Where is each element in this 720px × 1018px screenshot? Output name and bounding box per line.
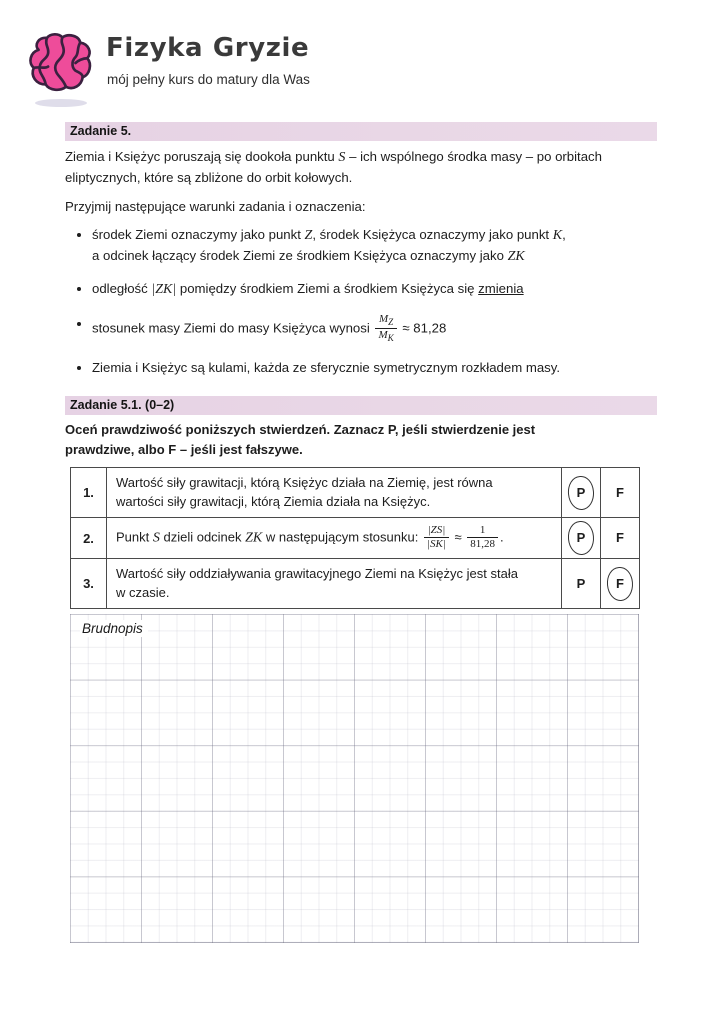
subtask-instruction (65, 420, 665, 460)
row-number: 2. (71, 518, 107, 559)
row-number: 1. (71, 468, 107, 518)
row-statement: Punkt S dzieli odcinek ZK w następującym stosunku: $\frac{|ZS|}{|SK|}$ ≈ $\frac{1}{81,28}$ . (107, 518, 562, 559)
statement-line-1: Wartość siły oddziaływania grawitacyjnego Ziemi na Księżyc jest stała (116, 566, 518, 582)
answer-option-p[interactable] (562, 468, 601, 518)
list-item: stosunek masy Ziemi do masy Księżyca wynosi $\frac{M_Z}{M_K}$ ≈ 81,28 (65, 314, 665, 344)
task-intro-text: Ziemia i Księżyc poruszają się dookoła punktu S – ich wspólnego środka masy – po orbitach eliptycznych, które są zbliżone do orbit kołowych. (65, 149, 602, 185)
scratch-label: Brudnopis (80, 620, 148, 637)
mass-ratio-fraction: $\frac{M_Z}{M_K}$ (375, 313, 396, 343)
subtask-heading-label: Zadanie 5.1. (0–2) (70, 398, 175, 412)
task-heading-band (65, 122, 657, 141)
option-p-label: P (571, 528, 591, 548)
statement-line-1: Wartość siły grawitacji, którą Księżyc działa na Ziemię, jest równa (116, 475, 493, 490)
option-p-label: P (571, 483, 591, 503)
true-false-table (70, 467, 640, 609)
answer-option-f[interactable] (601, 468, 640, 518)
answer-option-f[interactable] (601, 518, 640, 559)
table-row (71, 468, 640, 518)
statement-line-2: wartości siły grawitacji, którą Ziemia działa na Księżyc. (116, 494, 431, 509)
option-f-label: F (610, 574, 630, 594)
instruction-line-1: Oceń prawdziwość poniższych stwierdzeń. Zaznacz P, jeśli stwierdzenie jest (65, 422, 536, 437)
list-item: odległość |ZK| pomiędzy środkiem Ziemi a środkiem Księżyca się zmienia (65, 279, 665, 300)
option-f-label: F (616, 484, 624, 500)
answer-option-p[interactable] (562, 559, 601, 609)
row-statement (107, 559, 562, 609)
instruction-line-2: prawdziwe, albo F – jeśli jest fałszywe. (65, 442, 303, 457)
row-number: 3. (71, 559, 107, 609)
row-statement (107, 468, 562, 518)
scratch-grid[interactable] (70, 614, 639, 943)
conditions-lead-text: Przyjmij następujące warunki zadania i oznaczenia: (65, 199, 366, 214)
value-ratio-fraction: $\frac{1}{81,28}$ (467, 524, 498, 550)
option-f-label: F (616, 530, 624, 546)
table-row (71, 518, 640, 559)
option-p-label: P (576, 575, 586, 591)
statement-line-2: w czasie. (116, 585, 170, 601)
segment-ratio-fraction: $\frac{|ZS|}{|SK|}$ (424, 524, 449, 550)
page-header (0, 0, 720, 118)
answer-option-f[interactable] (601, 559, 640, 609)
list-item: środek Ziemi oznaczymy jako punkt Z, środek Księżyca oznaczymy jako punkt K, a odcinek łączący środek Ziemi ze środkiem Księżyca oznaczymy jako ZK (65, 225, 665, 267)
answer-option-p[interactable] (562, 518, 601, 559)
list-item: Ziemia i Księżyc są kulami, każda ze sferycznie symetrycznym rozkładem masy. (65, 358, 665, 378)
brand-tagline: mój pełny kurs do matury dla Was (107, 72, 310, 87)
brain-icon (24, 32, 96, 94)
brand-title: Fizyka Gryzie (106, 33, 310, 63)
task-heading-label: Zadanie 5. (70, 124, 132, 138)
conditions-list (65, 225, 665, 378)
subtask-heading-band (65, 396, 657, 415)
logo-shadow (35, 99, 87, 107)
table-row (71, 559, 640, 609)
